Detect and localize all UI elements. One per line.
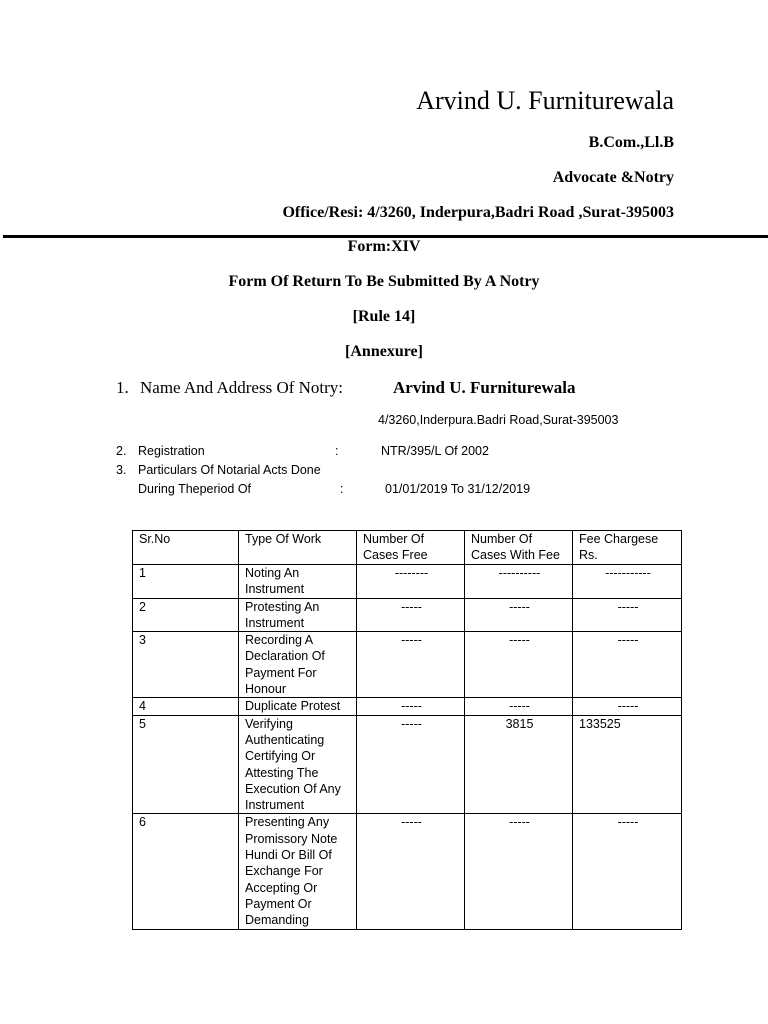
cell-type-of-work: Duplicate Protest	[239, 698, 357, 715]
registration-number: NTR/395/L Of 2002	[381, 444, 489, 458]
header-cases-free: Number Of Cases Free	[357, 531, 465, 565]
table-header-row	[133, 531, 682, 565]
item-3-number: 3.	[116, 463, 127, 477]
item-2-number: 2.	[116, 444, 127, 458]
cell-cases-with-fee: 3815	[465, 715, 573, 814]
cell-fee-charged: -----------	[573, 565, 682, 599]
advocate-profession: Advocate &Notry	[552, 169, 674, 186]
cell-cases-free: -----	[357, 698, 465, 715]
table-row	[133, 598, 682, 632]
cell-sr-no: 3	[133, 632, 239, 698]
table-row	[133, 698, 682, 715]
cell-fee-charged: -----	[573, 632, 682, 698]
form-number: Form:XIV	[347, 238, 421, 255]
reporting-period: 01/01/2019 To 31/12/2019	[385, 482, 531, 496]
cell-type-of-work: Verifying Authenticating Certifying Or Attesting The Execution Of Any Instrument	[239, 715, 357, 814]
cell-type-of-work: Recording A Declaration Of Payment For Honour	[239, 632, 357, 698]
item-3-label: Particulars Of Notarial Acts Done	[138, 463, 321, 477]
item-1-label: Name And Address Of Notry:	[140, 378, 344, 397]
notary-name: Arvind U. Furniturewala	[393, 378, 576, 397]
item-2-label: Registration	[138, 444, 205, 458]
header-fee-charged: Fee Chargese Rs.	[573, 531, 682, 565]
header-type-of-work: Type Of Work	[239, 531, 357, 565]
table-row	[133, 715, 682, 814]
cell-sr-no: 2	[133, 598, 239, 632]
cell-sr-no: 5	[133, 715, 239, 814]
cell-fee-charged: -----	[573, 598, 682, 632]
notarial-acts-table	[132, 530, 682, 930]
cell-cases-with-fee: -----	[465, 698, 573, 715]
notary-address: 4/3260,Inderpura.Badri Road,Surat-395003	[378, 413, 619, 427]
cell-type-of-work: Noting An Instrument	[239, 565, 357, 599]
form-title: Form Of Return To Be Submitted By A Notry	[228, 273, 540, 290]
table-row	[133, 632, 682, 698]
cell-cases-with-fee: -----	[465, 598, 573, 632]
advocate-name: Arvind U. Furniturewala	[416, 86, 674, 115]
cell-fee-charged: -----	[573, 698, 682, 715]
advocate-degree: B.Com.,Ll.B	[588, 134, 674, 151]
office-address: Office/Resi: 4/3260, Inderpura,Badri Road ,Surat-395003	[282, 204, 674, 221]
table-row	[133, 814, 682, 929]
cell-type-of-work: Presenting Any Promissory Note Hundi Or Bill Of Exchange For Accepting Or Payment Or Demanding	[239, 814, 357, 929]
cell-cases-free: -----	[357, 814, 465, 929]
cell-cases-free: -----	[357, 715, 465, 814]
item-3-label-continued: During Theperiod Of	[138, 482, 252, 496]
cell-fee-charged: 133525	[573, 715, 682, 814]
cell-sr-no: 6	[133, 814, 239, 929]
table-row	[133, 565, 682, 599]
cell-sr-no: 1	[133, 565, 239, 599]
header-cases-with-fee: Number Of Cases With Fee	[465, 531, 573, 565]
cell-cases-free: -----	[357, 598, 465, 632]
rule-reference: [Rule 14]	[352, 308, 416, 325]
cell-cases-free: -----	[357, 632, 465, 698]
cell-cases-with-fee: -----	[465, 814, 573, 929]
cell-type-of-work: Protesting An Instrument	[239, 598, 357, 632]
cell-cases-free: --------	[357, 565, 465, 599]
cell-cases-with-fee: ----------	[465, 565, 573, 599]
cell-sr-no: 4	[133, 698, 239, 715]
annexure-heading: [Annexure]	[345, 343, 423, 360]
header-sr-no: Sr.No	[133, 531, 239, 565]
cell-cases-with-fee: -----	[465, 632, 573, 698]
item-1-number: 1.	[116, 378, 129, 397]
item-2-colon: :	[335, 444, 339, 458]
item-3-colon: :	[340, 482, 344, 496]
cell-fee-charged: -----	[573, 814, 682, 929]
